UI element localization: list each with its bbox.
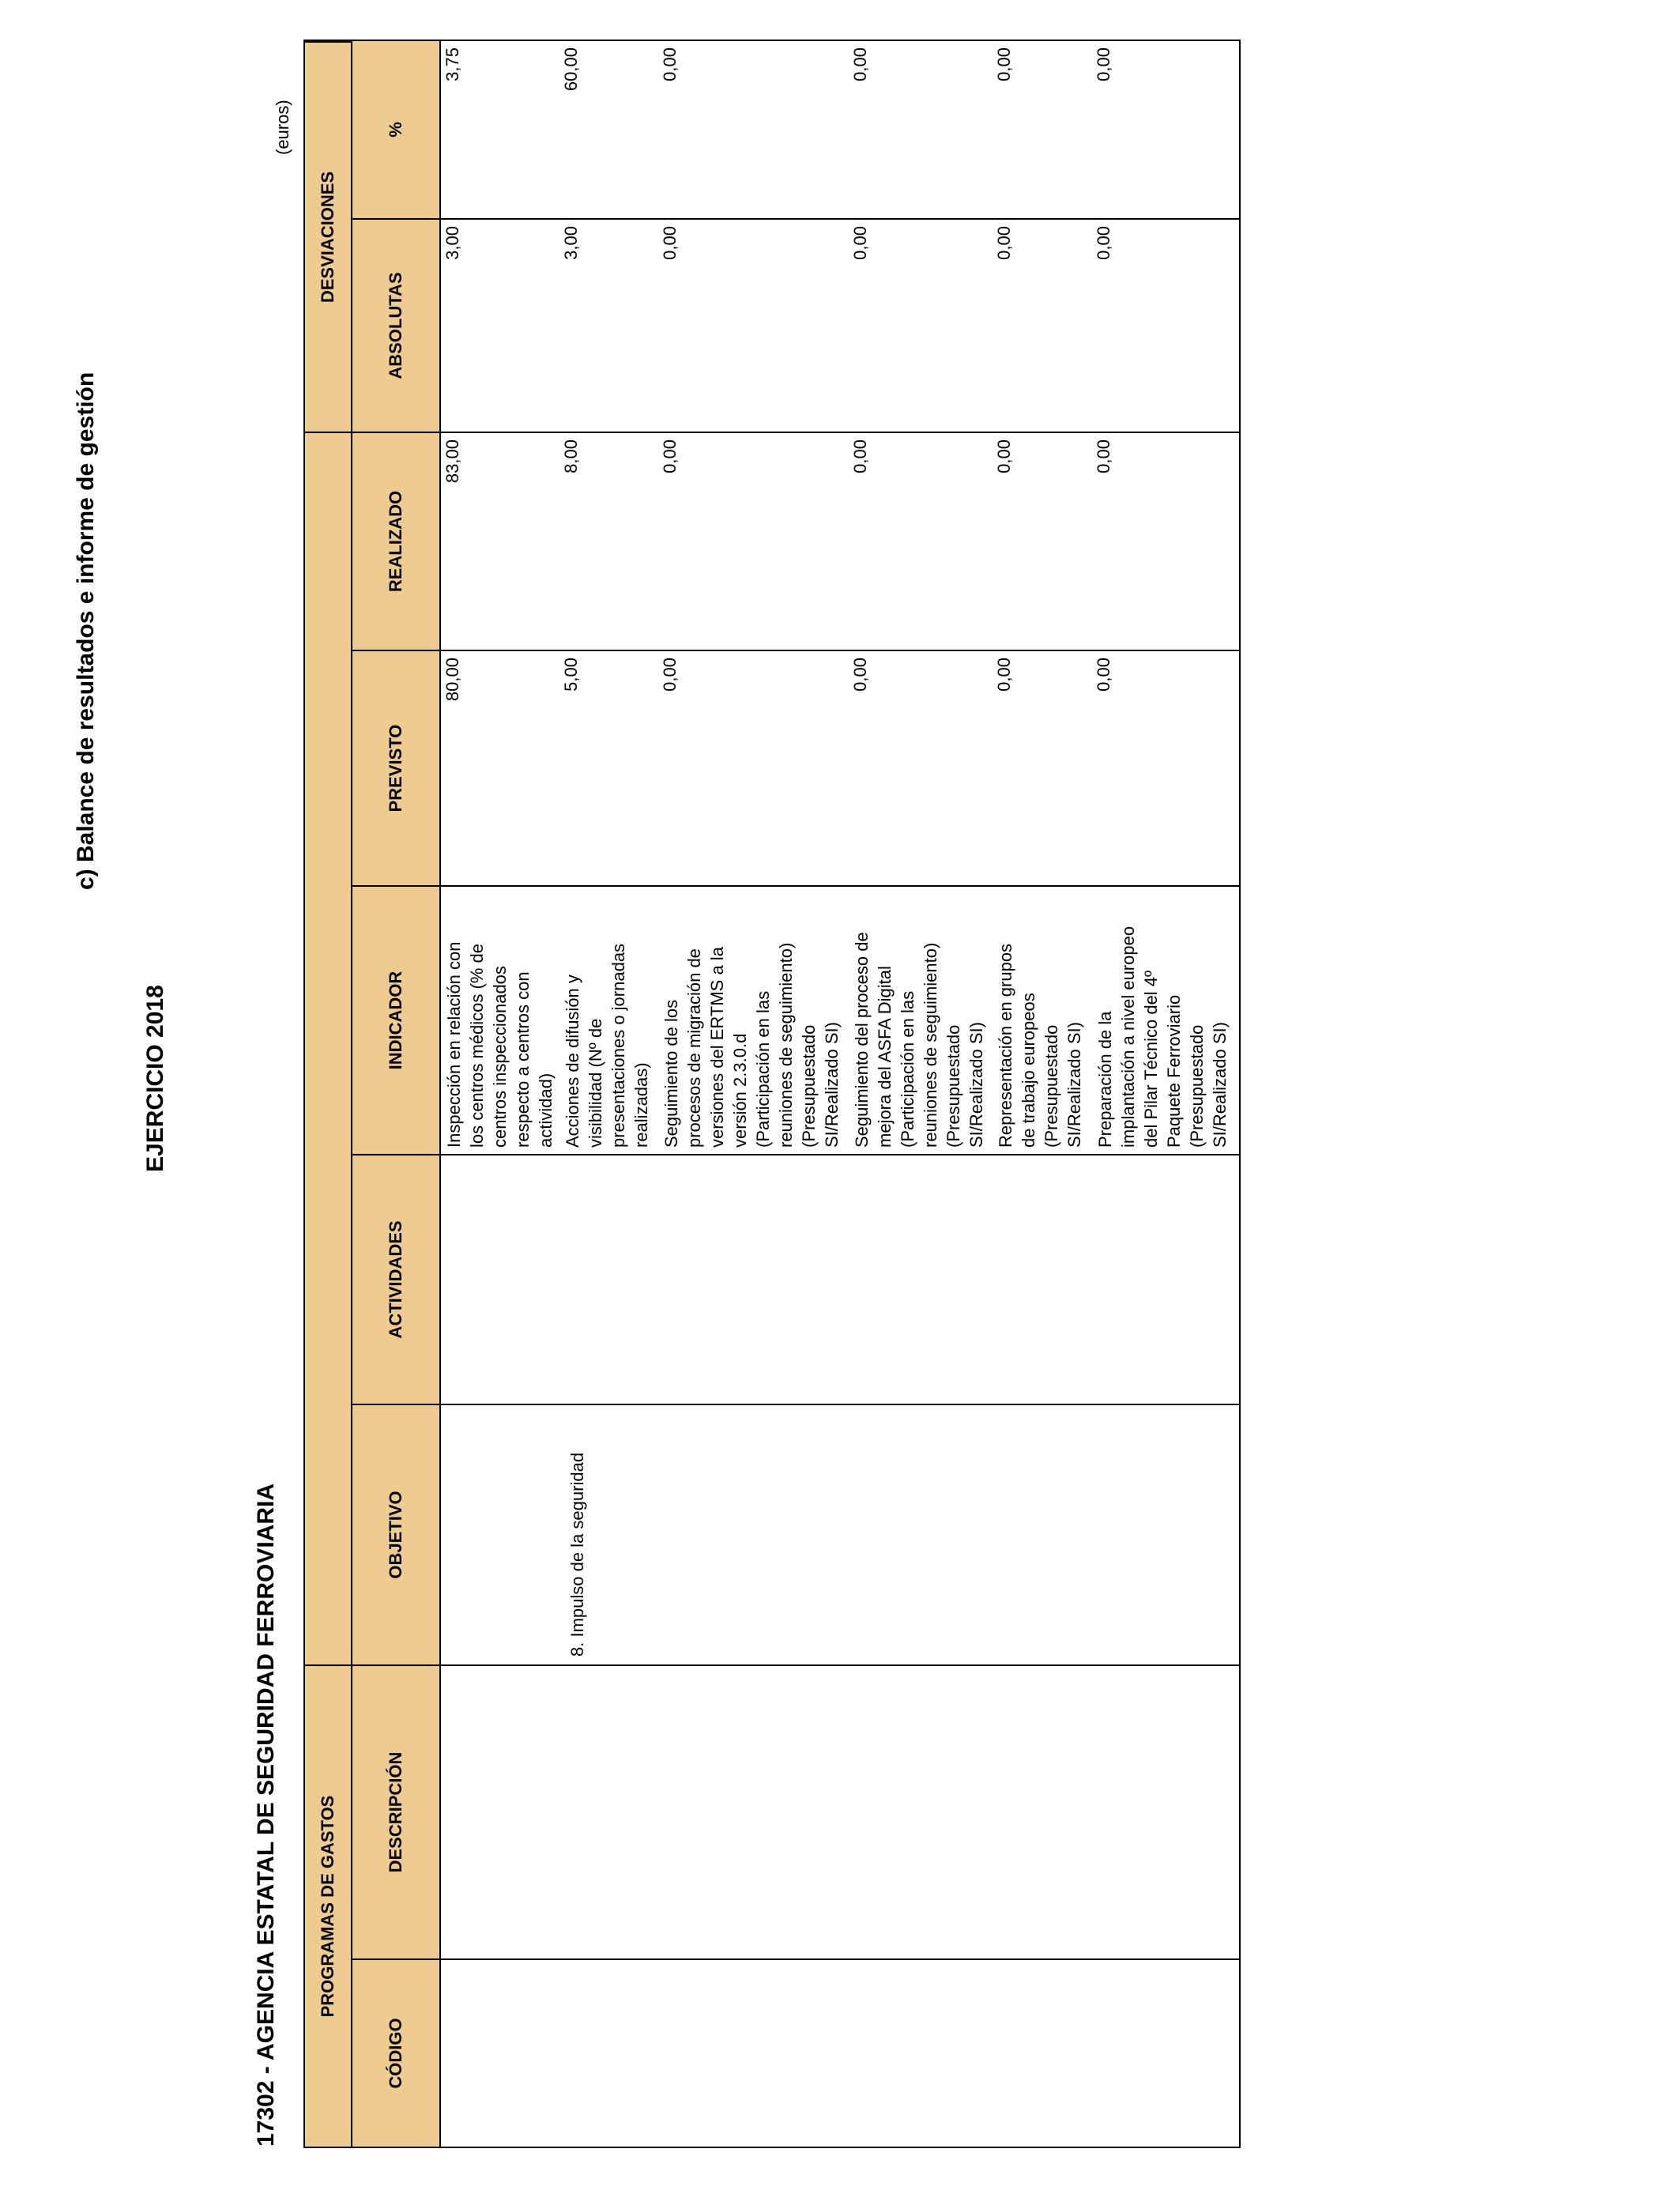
indicador-row-2: Acciones de difusión y visibilidad (Nº de presentaciones o jornadas realizadas)	[563, 943, 651, 1148]
section-title: c) Balance de resultados e informe de gestión	[73, 371, 99, 890]
porcentaje-row-3: 0,00	[660, 47, 680, 81]
header-realizado: REALIZADO	[352, 432, 441, 650]
header-desviaciones-group: DESVIACIONES	[305, 41, 352, 432]
col-porcentaje	[441, 41, 1239, 218]
col-actividades	[441, 1154, 1239, 1404]
header-porcentaje: %	[352, 41, 441, 218]
col-descripcion	[441, 1664, 1239, 1958]
absolutas-row-5: 0,00	[994, 226, 1014, 260]
porcentaje-row-4: 0,00	[850, 47, 870, 81]
porcentaje-row-5: 0,00	[994, 47, 1014, 81]
realizado-row-1: 83,00	[443, 439, 462, 484]
absolutas-row-4: 0,00	[850, 226, 870, 260]
absolutas-row-6: 0,00	[1094, 226, 1113, 260]
indicador-row-5: Representación en grupos de trabajo europeos (Presupuestado SI/Realizado SI)	[996, 943, 1084, 1148]
realizado-row-6: 0,00	[1094, 439, 1113, 473]
porcentaje-row-2: 60,00	[561, 47, 581, 92]
porcentaje-row-1: 3,75	[443, 47, 462, 81]
previsto-row-6: 0,00	[1094, 658, 1113, 692]
previsto-row-5: 0,00	[994, 658, 1014, 692]
previsto-row-2: 5,00	[561, 658, 581, 692]
header-previsto: PREVISTO	[352, 650, 441, 885]
absolutas-row-1: 3,00	[443, 226, 462, 260]
absolutas-row-2: 3,00	[561, 226, 581, 260]
header-actividades: ACTIVIDADES	[352, 1154, 441, 1404]
indicador-row-3: Seguimiento de los procesos de migración de versiones del ERTMS a la versión 2.3.0.d (Participación en las reuniones de seguimiento) (Presupuestado SI/Realizado SI)	[661, 942, 842, 1148]
col-absolutas	[441, 218, 1239, 432]
realizado-row-5: 0,00	[994, 439, 1014, 473]
units-label: (euros)	[273, 100, 292, 155]
porcentaje-row-6: 0,00	[1094, 47, 1113, 81]
absolutas-row-3: 0,00	[660, 226, 680, 260]
year-title: EJERCICIO 2018	[142, 985, 168, 1172]
header-objetivo: OBJETIVO	[352, 1404, 441, 1664]
col-previsto	[441, 650, 1239, 885]
indicador-row-4: Seguimiento del proceso de mejora del ASFA Digital (Participación en las reuniones de seguimiento) (Presupuestado SI/Realizado SI)	[852, 932, 986, 1148]
header-blank-group	[305, 432, 352, 1664]
objetivo-text: 8. Impulso de la seguridad	[567, 1452, 587, 1657]
col-realizado	[441, 432, 1239, 650]
col-objetivo	[441, 1404, 1239, 1664]
header-descripcion: DESCRIPCIÓN	[352, 1664, 441, 1958]
previsto-row-4: 0,00	[850, 658, 870, 692]
header-codigo: CÓDIGO	[352, 1958, 441, 2147]
indicador-row-1: Inspección en relación con los centros médicos (% de centros inspeccionados respecto a centros con actividad)	[444, 941, 556, 1148]
results-table	[303, 40, 1241, 2148]
realizado-row-4: 0,00	[850, 439, 870, 473]
previsto-row-1: 80,00	[443, 658, 462, 702]
col-indicador	[441, 885, 1239, 1154]
header-absolutas: ABSOLUTAS	[352, 218, 441, 432]
realizado-row-2: 8,00	[561, 439, 581, 473]
indicador-row-6: Preparación de la implantación a nivel europeo del Pilar Técnico del 4º Paquete Ferroviario (Presupuestado SI/Realizado SI)	[1095, 925, 1230, 1148]
agency-title: 17302 - AGENCIA ESTATAL DE SEGURIDAD FERROVIARIA	[253, 1483, 279, 2147]
header-indicador: INDICADOR	[352, 885, 441, 1154]
header-programas-group: PROGRAMAS DE GASTOS	[305, 1664, 352, 2147]
col-codigo	[441, 1958, 1239, 2147]
realizado-row-3: 0,00	[660, 439, 680, 473]
previsto-row-3: 0,00	[660, 658, 680, 692]
